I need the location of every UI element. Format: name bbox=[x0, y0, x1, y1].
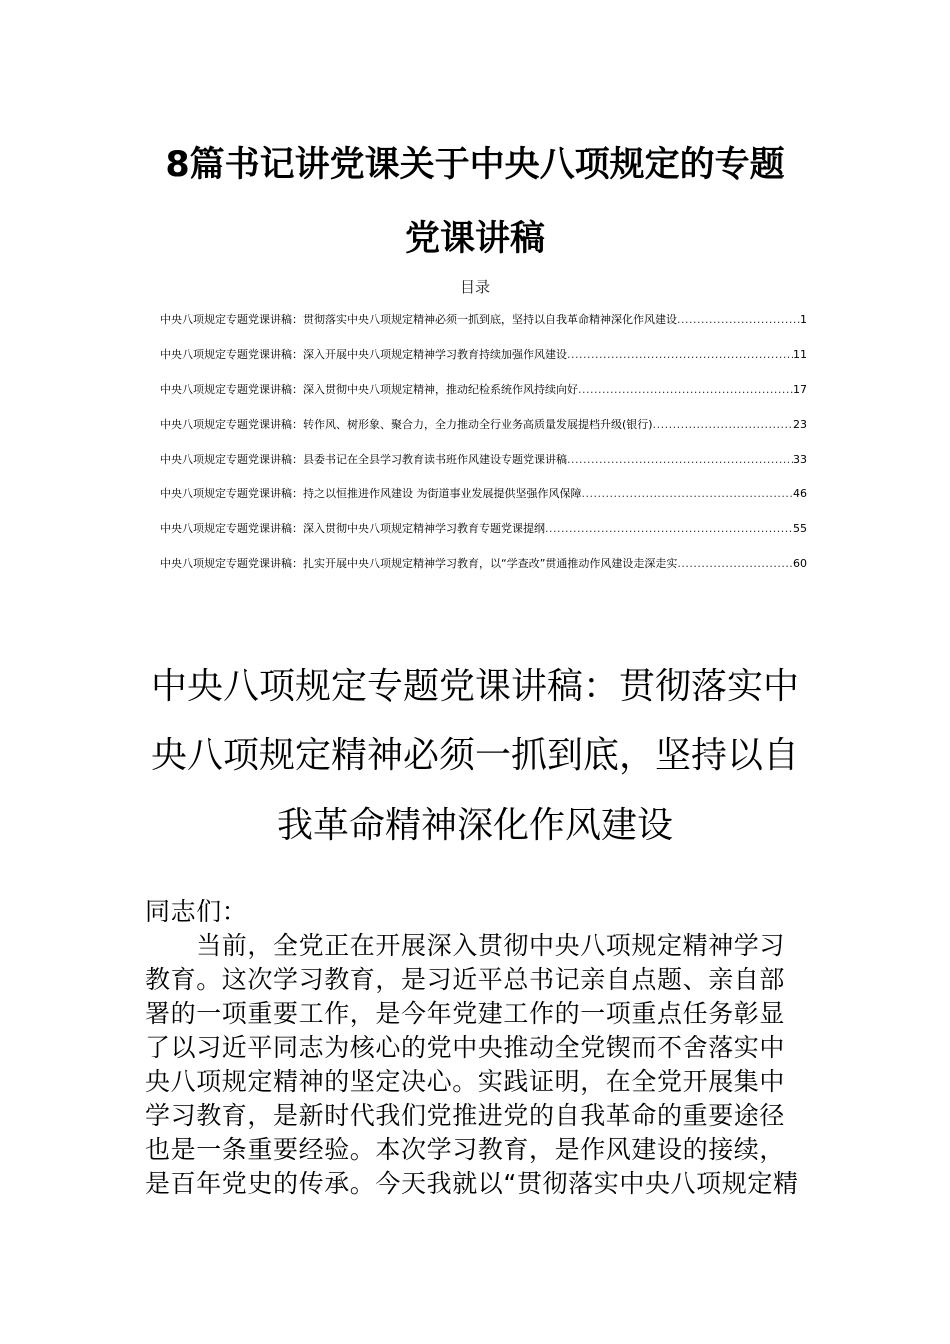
section-title-line-1: 中央八项规定专题党课讲稿：贯彻落实中 bbox=[150, 666, 799, 707]
toc-entry[interactable] bbox=[160, 382, 807, 398]
toc-entry[interactable] bbox=[160, 347, 807, 363]
toc-entry-title: 中央八项规定专题党课讲稿：深入贯彻中央八项规定精神学习教育专题党课提纲 bbox=[160, 522, 545, 535]
toc-entry-title: 中央八项规定专题党课讲稿：深入贯彻中央八项规定精神，推动纪检系统作风持续向好 bbox=[160, 383, 578, 396]
toc-leader-dots bbox=[567, 347, 793, 363]
toc-leader-dots bbox=[567, 452, 793, 468]
toc-entry-title: 中央八项规定专题党课讲稿：转作风、树形象、聚合力，全力推动全行业务高质量发展提档升级(银行) bbox=[160, 418, 653, 431]
toc-entry-page: 55 bbox=[793, 522, 807, 535]
toc-leader-dots bbox=[578, 382, 793, 398]
toc-entry-page: 23 bbox=[793, 418, 807, 431]
toc-entry[interactable] bbox=[160, 521, 807, 537]
toc-entry-page: 11 bbox=[793, 348, 807, 361]
toc-entry[interactable] bbox=[160, 556, 807, 572]
body-text-line: 是百年党史的传承。今天我就以“贯彻落实中央八项规定精 bbox=[145, 1169, 799, 1198]
toc-leader-dots bbox=[545, 521, 793, 537]
document-title-line-1: 8篇书记讲党课关于中央八项规定的专题 bbox=[165, 145, 785, 185]
section-title-line-2: 央八项规定精神必须一抓到底，坚持以自 bbox=[150, 735, 799, 776]
toc-entry-title: 中央八项规定专题党课讲稿：贯彻落实中央八项规定精神必须一抓到底，坚持以自我革命精神深化作风建设 bbox=[160, 313, 677, 326]
toc-leader-dots bbox=[582, 486, 794, 502]
body-text-line: 了以习近平同志为核心的党中央推动全党锲而不舍落实中 bbox=[145, 1033, 786, 1062]
body-text-line: 教育。这次学习教育，是习近平总书记亲自点题、亲自部 bbox=[145, 965, 786, 994]
toc-entry[interactable] bbox=[160, 417, 807, 433]
toc-entry[interactable] bbox=[160, 486, 807, 502]
toc-entry-page: 33 bbox=[793, 453, 807, 466]
document-title-line-2: 党课讲稿 bbox=[404, 219, 545, 259]
toc-entry-page: 17 bbox=[793, 383, 807, 396]
toc-entry-page: 46 bbox=[793, 487, 807, 500]
body-text-line: 署的一项重要工作，是今年党建工作的一项重点任务彰显 bbox=[145, 999, 786, 1028]
body-text-line: 央八项规定精神的坚定决心。实践证明，在全党开展集中 bbox=[145, 1067, 786, 1096]
body-text-line: 也是一条重要经验。本次学习教育，是作风建设的接续， bbox=[145, 1135, 786, 1164]
toc-entry[interactable] bbox=[160, 452, 807, 468]
toc-entry-title: 中央八项规定专题党课讲稿：扎实开展中央八项规定精神学习教育，以“学查改”贯通推动作风建设走深走实 bbox=[160, 557, 678, 570]
toc-leader-dots bbox=[677, 556, 793, 572]
toc-entry-title: 中央八项规定专题党课讲稿：县委书记在全县学习教育读书班作风建设专题党课讲稿 bbox=[160, 453, 567, 466]
toc-entry-page: 1 bbox=[800, 313, 807, 326]
toc-leader-dots bbox=[653, 417, 793, 433]
body-text-line: 学习教育，是新时代我们党推进党的自我革命的重要途径 bbox=[145, 1101, 786, 1130]
toc-heading: 目录 bbox=[459, 278, 490, 296]
salutation: 同志们： bbox=[145, 897, 248, 926]
toc-entry[interactable] bbox=[160, 312, 807, 328]
toc-leader-dots bbox=[677, 312, 800, 328]
section-title-line-3: 我革命精神深化作风建设 bbox=[276, 805, 673, 846]
toc-entry-title: 中央八项规定专题党课讲稿：深入开展中央八项规定精神学习教育持续加强作风建设 bbox=[160, 348, 567, 361]
toc-entry-page: 60 bbox=[793, 557, 807, 570]
body-text-line: 当前，全党正在开展深入贯彻中央八项规定精神学习 bbox=[145, 931, 786, 960]
toc-entry-title: 中央八项规定专题党课讲稿：持之以恒推进作风建设 为街道事业发展提供坚强作风保障 bbox=[160, 487, 582, 500]
